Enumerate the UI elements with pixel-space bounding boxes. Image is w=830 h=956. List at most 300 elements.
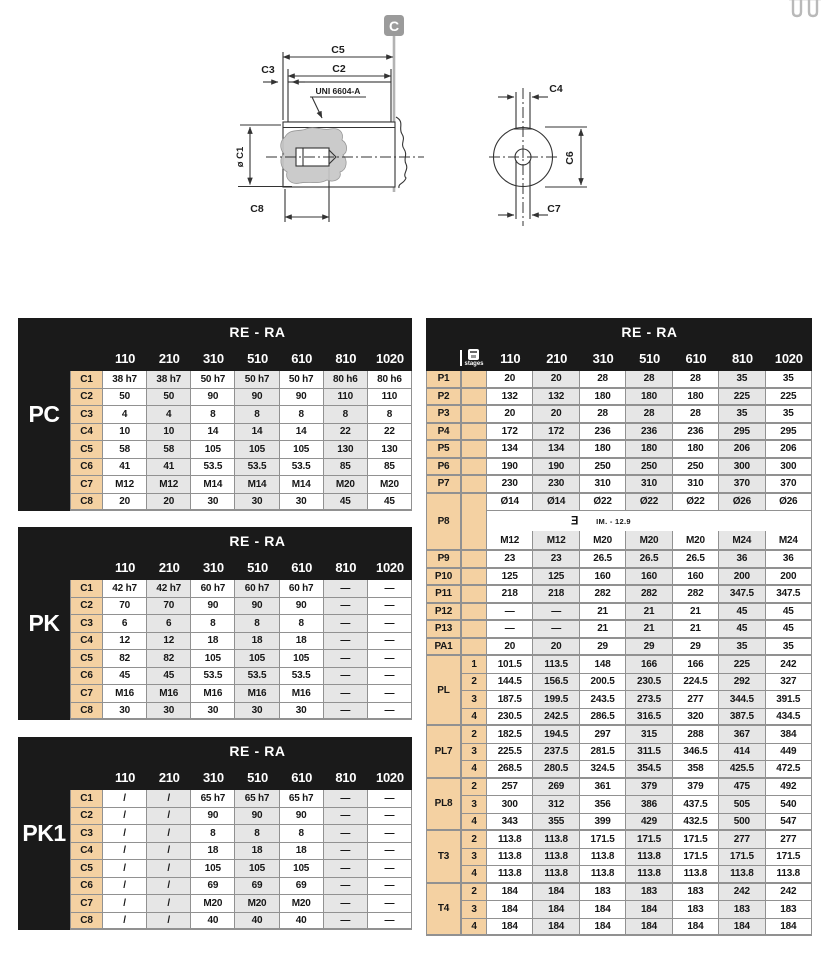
table-cell: 113.8 (533, 849, 579, 867)
table-cell: 8 (191, 615, 235, 633)
table-cell: 40 (280, 913, 324, 931)
header-filler (70, 737, 103, 790)
table-cell: — (324, 790, 368, 808)
table-cell: 184 (487, 884, 533, 902)
header-filler (70, 527, 103, 580)
stages-label: stages (464, 361, 484, 367)
table-cell: 171.5 (673, 849, 719, 867)
table-cell: 547 (766, 814, 812, 832)
table-cell: 8 (235, 615, 279, 633)
table-cell: 429 (626, 814, 672, 832)
table-cell: 35 (766, 371, 812, 389)
table-cell: 199.5 (533, 691, 579, 709)
screw-spec-cell (487, 511, 812, 531)
table-cell: 171.5 (766, 849, 812, 867)
column-header: 510 (235, 764, 279, 790)
table-cell: — (324, 633, 368, 651)
table-cell: 12 (147, 633, 191, 651)
stage-cell: 3 (461, 901, 487, 919)
table-cell: 18 (235, 843, 279, 861)
table-cell: 101.5 (487, 656, 533, 674)
table-cell: 171.5 (580, 831, 626, 849)
group-label: PL8 (426, 779, 461, 832)
table-cell: 310 (580, 476, 626, 494)
table-cell: M14 (235, 476, 279, 494)
table-header-title: RE - RA (103, 318, 412, 345)
stage-cell (461, 551, 487, 569)
table-cell: 113.8 (580, 849, 626, 867)
table-cell: M12 (103, 476, 147, 494)
row-label: C2 (70, 389, 103, 407)
table-cell: 281.5 (580, 744, 626, 762)
corner-bookmark-icon (789, 0, 821, 16)
table-cell: 292 (719, 674, 765, 692)
table-cell: 21 (580, 604, 626, 622)
table-cell: 315 (626, 726, 672, 744)
group-label: P2 (426, 389, 461, 407)
column-header: 310 (191, 345, 235, 371)
table-cell: — (324, 878, 368, 896)
table-cell: 60 h7 (280, 580, 324, 598)
table-cell: M16 (235, 685, 279, 703)
table-cell: — (533, 604, 579, 622)
table-cell: 90 (235, 598, 279, 616)
table-cell: 225.5 (487, 744, 533, 762)
table-cell: 183 (766, 901, 812, 919)
table-cell: 190 (487, 459, 533, 477)
stage-cell (461, 441, 487, 459)
table-cell: / (103, 843, 147, 861)
table-cell: 45 (766, 604, 812, 622)
row-label: C4 (70, 424, 103, 442)
table-cell: 379 (673, 779, 719, 797)
table-cell: — (368, 790, 412, 808)
table-cell: M16 (280, 685, 324, 703)
group-label: PA1 (426, 639, 461, 657)
table-cell: 28 (626, 371, 672, 389)
table-cell: / (147, 790, 191, 808)
table-cell: 21 (673, 621, 719, 639)
table-cell: 183 (719, 901, 765, 919)
table-cell: 28 (673, 406, 719, 424)
table-cell: 35 (719, 371, 765, 389)
table-cell: 242.5 (533, 709, 579, 727)
table-cell: — (324, 825, 368, 843)
table-cell: 184 (766, 919, 812, 937)
table-cell: 58 (147, 441, 191, 459)
table-cell: 144.5 (487, 674, 533, 692)
group-label: P6 (426, 459, 461, 477)
table-cell: 130 (324, 441, 368, 459)
group-label: P7 (426, 476, 461, 494)
table-cell: M20 (191, 895, 235, 913)
table-cell: 65 h7 (280, 790, 324, 808)
table-cell: 171.5 (626, 831, 672, 849)
table-cell: 69 (191, 878, 235, 896)
column-header: 610 (280, 345, 324, 371)
table-cell: 42 h7 (147, 580, 191, 598)
table-cell: 70 (147, 598, 191, 616)
table-cell: 300 (766, 459, 812, 477)
table-cell: 30 (191, 494, 235, 512)
table-cell: 134 (533, 441, 579, 459)
table-cell: / (147, 808, 191, 826)
table-cell: 14 (235, 424, 279, 442)
row-label: C2 (70, 598, 103, 616)
table-cell: 250 (626, 459, 672, 477)
table-cell: — (368, 633, 412, 651)
table-cell: 130 (368, 441, 412, 459)
table-cell: 184 (487, 901, 533, 919)
stage-cell (461, 639, 487, 657)
table-cell: 113.8 (626, 866, 672, 884)
table-cell: — (368, 825, 412, 843)
table-cell: 53.5 (191, 459, 235, 477)
table-cell: / (103, 808, 147, 826)
table-cell: 230.5 (487, 709, 533, 727)
table-cell: 90 (191, 808, 235, 826)
table-cell: 53.5 (235, 459, 279, 477)
table-cell: 180 (626, 389, 672, 407)
table-cell: / (147, 895, 191, 913)
table-cell: M16 (147, 685, 191, 703)
table-cell: 8 (280, 825, 324, 843)
column-header: 510 (235, 345, 279, 371)
table-cell: 90 (280, 389, 324, 407)
table-cell: 90 (280, 808, 324, 826)
table-cell: 110 (324, 389, 368, 407)
table-cell: 134 (487, 441, 533, 459)
table-cell: — (324, 668, 368, 686)
table-cell: 316.5 (626, 709, 672, 727)
table-cell: 35 (766, 639, 812, 657)
table-cell: 65 h7 (235, 790, 279, 808)
stage-cell (461, 494, 487, 552)
table-cell: 6 (103, 615, 147, 633)
table-cell: 237.5 (533, 744, 579, 762)
table-cell: 20 (103, 494, 147, 512)
table-cell: 236 (626, 424, 672, 442)
table-cell: 414 (719, 744, 765, 762)
table-cell: 166 (626, 656, 672, 674)
table-cell: 200.5 (580, 674, 626, 692)
table-cell: 28 (626, 406, 672, 424)
column-header: 610 (280, 764, 324, 790)
table-PC (18, 318, 412, 511)
table-cell: 125 (487, 569, 533, 587)
table-cell: 12 (103, 633, 147, 651)
dim-label-c7: C7 (547, 203, 561, 215)
table-cell: — (324, 598, 368, 616)
stage-cell (461, 604, 487, 622)
group-label: P9 (426, 551, 461, 569)
dim-label-c5: C5 (331, 44, 345, 56)
table-cell: 183 (626, 884, 672, 902)
table-cell: 295 (719, 424, 765, 442)
table-cell: 50 (147, 389, 191, 407)
table-cell: M12 (487, 531, 533, 551)
table-cell: 105 (191, 860, 235, 878)
table-cell: 29 (580, 639, 626, 657)
header-filler (426, 345, 461, 371)
table-cell: 105 (280, 650, 324, 668)
key-spec-label: UNI 6604-A (315, 86, 361, 96)
table-cell: 8 (324, 406, 368, 424)
group-label: T3 (426, 831, 461, 884)
table-cell: 206 (719, 441, 765, 459)
row-label: C5 (70, 441, 103, 459)
stage-cell: 2 (461, 779, 487, 797)
table-cell: 297 (580, 726, 626, 744)
column-header: 110 (103, 554, 147, 580)
table-cell: 20 (487, 406, 533, 424)
table-cell: / (147, 860, 191, 878)
table-cell: M12 (533, 531, 579, 551)
table-title: PK (18, 527, 70, 720)
row-label: C8 (70, 703, 103, 721)
table-cell: 82 (103, 650, 147, 668)
table-cell: 29 (673, 639, 719, 657)
column-header: 510 (235, 554, 279, 580)
table-cell: 105 (235, 441, 279, 459)
table-cell: 45 (368, 494, 412, 512)
table-cell: 60 h7 (235, 580, 279, 598)
table-cell: 8 (280, 406, 324, 424)
table-cell: 180 (673, 389, 719, 407)
row-label: C4 (70, 843, 103, 861)
screw-icon: Ǝ (571, 513, 579, 528)
table-cell: 113.8 (487, 831, 533, 849)
table-cell: 184 (533, 884, 579, 902)
table-cell: 30 (235, 494, 279, 512)
table-cell: 90 (191, 598, 235, 616)
table-cell: / (147, 843, 191, 861)
table-cell: 20 (487, 371, 533, 389)
table-cell: 230 (533, 476, 579, 494)
table-cell: 125 (533, 569, 579, 587)
table-cell: — (324, 860, 368, 878)
table-cell: 6 (147, 615, 191, 633)
table-cell: — (368, 580, 412, 598)
table-cell: 110 (368, 389, 412, 407)
stages-icon (468, 349, 479, 360)
table-cell: 50 h7 (280, 371, 324, 389)
table-cell: 166 (673, 656, 719, 674)
table-cell: 30 (103, 703, 147, 721)
column-header: 210 (533, 345, 579, 371)
stage-cell: 4 (461, 761, 487, 779)
table-cell: 540 (766, 796, 812, 814)
table-cell: 180 (626, 441, 672, 459)
table-cell: — (368, 685, 412, 703)
table-cell: 379 (626, 779, 672, 797)
table-cell: 85 (324, 459, 368, 477)
table-cell: / (103, 790, 147, 808)
column-header: 1020 (368, 345, 412, 371)
table-cell: Ø22 (673, 494, 719, 512)
table-cell: 30 (280, 703, 324, 721)
table-cell: 184 (626, 919, 672, 937)
stage-cell (461, 389, 487, 407)
table-cell: 356 (580, 796, 626, 814)
table-cell: 182.5 (487, 726, 533, 744)
table-cell: 85 (368, 459, 412, 477)
table-cell: — (487, 604, 533, 622)
table-cell: 20 (533, 406, 579, 424)
table-cell: 184 (626, 901, 672, 919)
table-cell: — (368, 895, 412, 913)
table-header-title: RE - RA (103, 737, 412, 764)
table-cell: 30 (191, 703, 235, 721)
dim-label-c8: C8 (250, 203, 264, 215)
table-cell: 65 h7 (191, 790, 235, 808)
table-cell: 113.8 (487, 849, 533, 867)
table-cell: 361 (580, 779, 626, 797)
table-cell: 90 (235, 808, 279, 826)
table-cell: 26.5 (580, 551, 626, 569)
table-cell: / (103, 825, 147, 843)
table-cell: 45 (719, 604, 765, 622)
table-cell: 184 (533, 919, 579, 937)
column-header: 810 (324, 764, 368, 790)
table-cell: 370 (766, 476, 812, 494)
table-cell: 160 (580, 569, 626, 587)
stage-cell: 4 (461, 866, 487, 884)
table-cell: 105 (235, 860, 279, 878)
table-cell: 300 (487, 796, 533, 814)
row-label: C3 (70, 825, 103, 843)
table-cell: 105 (280, 860, 324, 878)
column-header: 310 (191, 554, 235, 580)
table-cell: 70 (103, 598, 147, 616)
table-cell: 300 (719, 459, 765, 477)
table-cell: 184 (580, 919, 626, 937)
table-cell: 206 (766, 441, 812, 459)
section-badge-label: C (388, 18, 400, 34)
stage-cell (461, 621, 487, 639)
table-cell: — (368, 703, 412, 721)
table-cell: 80 h6 (324, 371, 368, 389)
table-cell: 184 (533, 901, 579, 919)
table-cell: 90 (191, 389, 235, 407)
stage-cell (461, 424, 487, 442)
column-header: 810 (719, 345, 765, 371)
table-cell: / (147, 878, 191, 896)
group-label: P8 (426, 494, 461, 552)
table-cell: 225 (766, 389, 812, 407)
table-cell: 387.5 (719, 709, 765, 727)
table-cell: M24 (719, 531, 765, 551)
table-cell: 45 (766, 621, 812, 639)
column-header: 1020 (368, 554, 412, 580)
row-label: C6 (70, 668, 103, 686)
table-cell: / (103, 860, 147, 878)
table-cell: 45 (103, 668, 147, 686)
table-cell: — (368, 860, 412, 878)
table-cell: 370 (719, 476, 765, 494)
table-title: PC (18, 318, 70, 511)
technical-drawing (0, 0, 830, 270)
group-label: P10 (426, 569, 461, 587)
table-cell: Ø26 (719, 494, 765, 512)
table-cell: 40 (235, 913, 279, 931)
table-cell: 53.5 (280, 668, 324, 686)
table-cell: 242 (766, 656, 812, 674)
table-cell: — (368, 878, 412, 896)
table-cell: 172 (487, 424, 533, 442)
table-cell: — (368, 598, 412, 616)
table-cell: 60 h7 (191, 580, 235, 598)
table-cell: 21 (580, 621, 626, 639)
table-cell: 218 (533, 586, 579, 604)
group-label: P3 (426, 406, 461, 424)
table-cell: Ø14 (533, 494, 579, 512)
table-cell: 310 (673, 476, 719, 494)
table-cell: 28 (673, 371, 719, 389)
table-cell: 36 (766, 551, 812, 569)
table-cell: 194.5 (533, 726, 579, 744)
table-cell: 492 (766, 779, 812, 797)
table-cell: 269 (533, 779, 579, 797)
table-cell: 224.5 (673, 674, 719, 692)
table-cell: 8 (280, 615, 324, 633)
table-PK1 (18, 737, 412, 930)
table-cell: 20 (533, 639, 579, 657)
stage-cell: 2 (461, 884, 487, 902)
row-label: C1 (70, 371, 103, 389)
table-cell: 45 (719, 621, 765, 639)
column-header: 1020 (368, 764, 412, 790)
table-cell: 41 (147, 459, 191, 477)
table-cell: 273.5 (626, 691, 672, 709)
table-cell: 10 (103, 424, 147, 442)
table-cell: 434.5 (766, 709, 812, 727)
table-cell: 18 (280, 843, 324, 861)
table-cell: — (368, 650, 412, 668)
table-cell: 242 (719, 884, 765, 902)
table-cell: 42 h7 (103, 580, 147, 598)
table-cell: 257 (487, 779, 533, 797)
table-cell: 132 (487, 389, 533, 407)
table-cell: 50 h7 (191, 371, 235, 389)
table-cell: 225 (719, 389, 765, 407)
table-cell: 69 (235, 878, 279, 896)
column-header: 110 (103, 764, 147, 790)
table-cell: 82 (147, 650, 191, 668)
table-cell: Ø14 (487, 494, 533, 512)
table-cell: 21 (626, 621, 672, 639)
column-header: 210 (147, 764, 191, 790)
table-cell: 26.5 (673, 551, 719, 569)
stage-cell: 2 (461, 674, 487, 692)
table-cell: — (368, 913, 412, 931)
table-cell: 437.5 (673, 796, 719, 814)
table-cell: 8 (235, 406, 279, 424)
table-cell: M20 (626, 531, 672, 551)
table-cell: 132 (533, 389, 579, 407)
table-cell: 36 (719, 551, 765, 569)
table-cell: / (147, 825, 191, 843)
table-cell: 250 (673, 459, 719, 477)
column-header: 310 (580, 345, 626, 371)
row-label: C7 (70, 685, 103, 703)
table-cell: 22 (324, 424, 368, 442)
table-cell: 183 (673, 884, 719, 902)
column-header: 210 (147, 554, 191, 580)
table-cell: 282 (673, 586, 719, 604)
table-header-title: RE - RA (103, 527, 412, 554)
stage-cell (461, 586, 487, 604)
